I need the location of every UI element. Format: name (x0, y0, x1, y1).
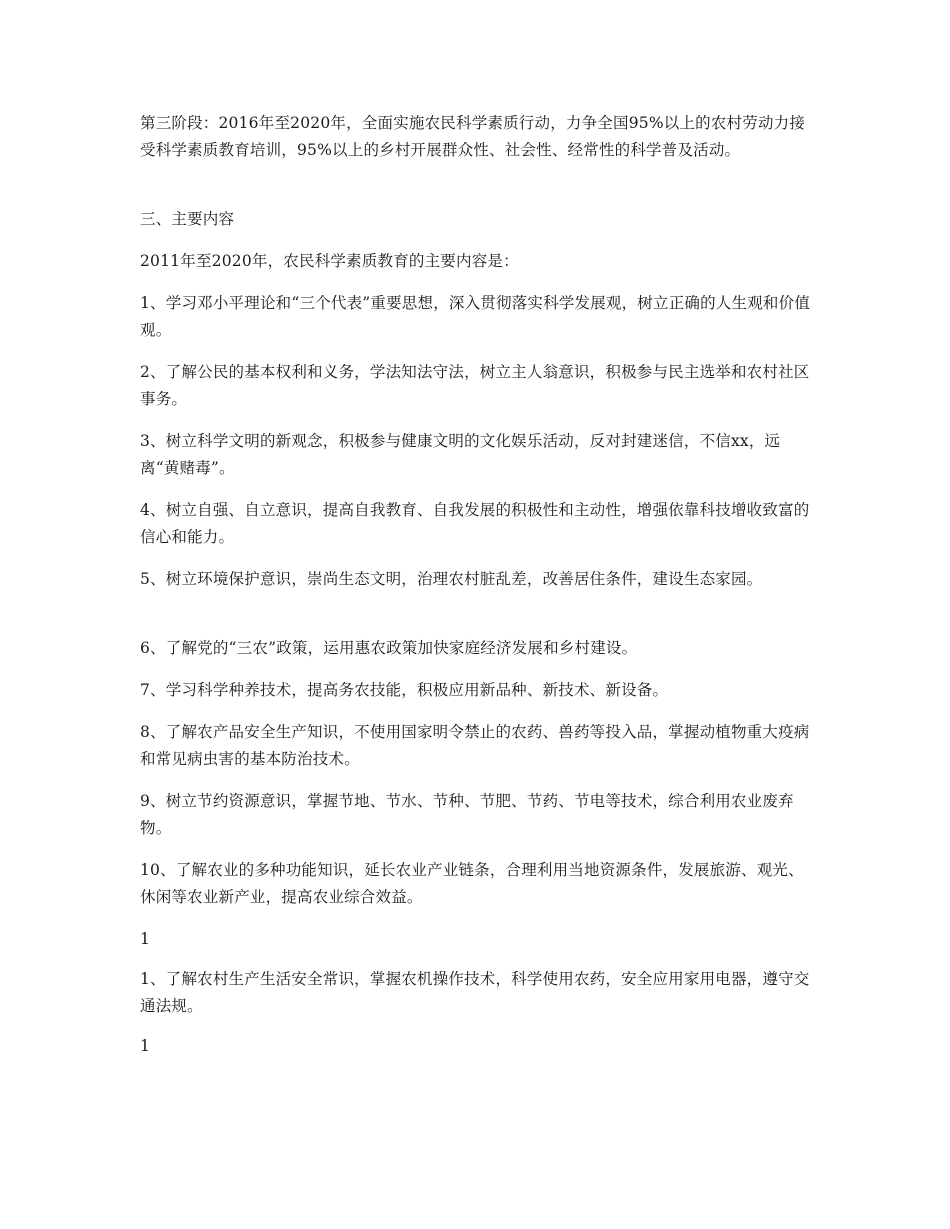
paragraph-content-intro: 2011年至2020年，农民科学素质教育的主要内容是： (140, 252, 519, 270)
list-item-5: 5、树立环境保护意识，崇尚生态文明，治理农村脏乱差，改善居住条件，建设生态家园。 (140, 570, 763, 588)
list-item-8: 8、了解农产品安全生产知识，不使用国家明令禁止的农药、兽药等投入品，掌握动植物重大疫病和常见病虫害的基本防治技术。 (140, 723, 810, 768)
list-item-6: 6、了解党的“三农”政策，运用惠农政策加快家庭经济发展和乡村建设。 (140, 639, 638, 657)
list-item-7: 7、学习科学种养技术，提高务农技能，积极应用新品种、新技术、新设备。 (140, 681, 669, 699)
list-item-3: 3、树立科学文明的新观念，积极参与健康文明的文化娱乐活动，反对封建迷信，不信xx，远离“黄赌毒”。 (140, 432, 781, 477)
section-heading-main-content: 三、主要内容 (140, 210, 235, 228)
list-item-safety: 1、了解农村生产生活安全常识，掌握农机操作技术，科学使用农药，安全应用家用电器，遵守交通法规。 (140, 970, 810, 1015)
paragraph-stage-three: 第三阶段：2016年至2020年，全面实施农民科学素质行动，力争全国95%以上的农村劳动力接受科学素质教育培训，95%以上的乡村开展群众性、社会性、经常性的科学普及活动。 (140, 114, 806, 159)
list-item-4: 4、树立自强、自立意识，提高自我教育、自我发展的积极性和主动性，增强依靠科技增收致富的信心和能力。 (140, 501, 810, 546)
list-item-9: 9、树立节约资源意识，掌握节地、节水、节种、节肥、节药、节电等技术，综合利用农业废弃物。 (140, 792, 794, 837)
section-number: 1 (140, 930, 151, 948)
list-item-1: 1、学习邓小平理论和“三个代表”重要思想，深入贯彻落实科学发展观，树立正确的人生观和价值观。 (140, 294, 811, 339)
list-item-2: 2、了解公民的基本权利和义务，学法知法守法，树立主人翁意识，积极参与民主选举和农村社区事务。 (140, 363, 810, 408)
section-number: 1 (140, 1037, 151, 1055)
list-item-10: 10、了解农业的多种功能知识，延长农业产业链条，合理利用当地资源条件，发展旅游、观光、休闲等农业新产业，提高农业综合效益。 (140, 861, 804, 906)
